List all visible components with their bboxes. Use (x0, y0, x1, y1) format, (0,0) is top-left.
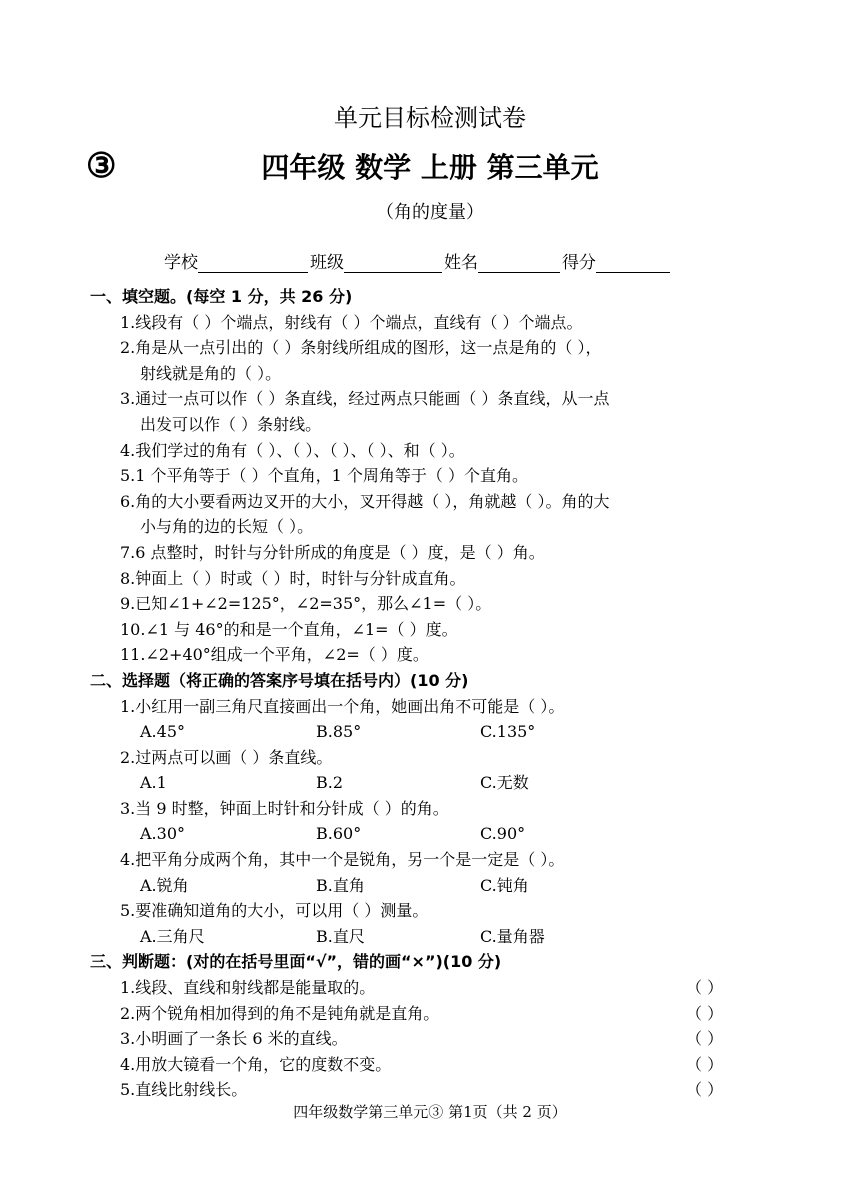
section-heading: 二、选择题（将正确的答案序号填在括号内）(10 分) (90, 670, 469, 690)
option-b: B.2 (316, 773, 344, 793)
name-label: 姓名 (444, 253, 478, 273)
choice-question: 2.过两点可以画（ ）条直线。 (120, 747, 333, 767)
judge-text: 4.用放大镜看一个角，它的度数不变。 (120, 1054, 392, 1074)
fill-line: 6.角的大小要看两边叉开的大小，叉开得越（ ），角就越（ ）。角的大 (120, 491, 610, 511)
score-field[interactable] (596, 254, 670, 273)
answer-paren[interactable]: （ ） (686, 1054, 724, 1074)
score-label: 得分 (562, 253, 596, 273)
option-a: A.45° (140, 722, 185, 742)
fill-line: 4.我们学过的角有（ ）、（ ）、（ ）、（ ）、和（ ）。 (120, 440, 465, 460)
section-heading: 一、填空题。(每空 1 分，共 26 分) (90, 287, 353, 306)
class-field[interactable] (344, 254, 442, 273)
option-a: A.30° (140, 824, 185, 844)
fill-line: 小与角的边的长短（ ）。 (140, 517, 314, 537)
option-b: B.直角 (316, 875, 365, 895)
choice-options (90, 924, 790, 950)
choice-options (90, 719, 790, 745)
answer-paren[interactable]: （ ） (686, 978, 724, 998)
page-footer: 四年级数学第三单元③ 第1页（共 2 页） (293, 1103, 567, 1121)
choice-question: 3.当 9 时整，钟面上时针和分针成（ ）的角。 (120, 798, 449, 818)
exam-topic: （角的度量） (376, 202, 484, 223)
judge-item (90, 1001, 790, 1027)
fill-line: 8.钟面上（ ）时或（ ）时，时针与分针成直角。 (120, 568, 466, 588)
judge-item (90, 1077, 790, 1103)
option-b: B.85° (316, 722, 362, 742)
fill-line: 出发可以作（ ）条射线。 (140, 414, 322, 434)
answer-paren[interactable]: （ ） (686, 1003, 724, 1023)
judge-item (90, 1052, 790, 1078)
section-heading: 三、判断题：(对的在括号里面“√”，错的画“×”)(10 分) (90, 952, 502, 972)
fill-line: 射线就是角的（ ）。 (140, 363, 282, 383)
answer-paren[interactable]: （ ） (686, 1029, 724, 1049)
option-b: B.直尺 (316, 926, 365, 946)
answer-paren[interactable]: （ ） (686, 1080, 724, 1100)
choice-question: 5.要准确知道角的大小，可以用（ ）测量。 (120, 901, 429, 921)
school-field[interactable] (198, 254, 308, 273)
judge-text: 1.线段、直线和射线都是能量取的。 (120, 978, 376, 998)
option-c: C.90° (480, 824, 526, 844)
judge-item (90, 1026, 790, 1052)
unit-number-badge: ③ (86, 146, 117, 186)
option-a: A.1 (140, 773, 167, 793)
choice-options (90, 873, 790, 899)
choice-question: 4.把平角分成两个角，其中一个是锐角，另一个是一定是（ ）。 (120, 850, 565, 870)
exam-subtitle: 四年级 数学 上册 第三单元 (261, 151, 599, 184)
choice-question: 1.小红用一副三角尺直接画出一个角，她画出角不可能是（ ）。 (120, 696, 565, 716)
student-info-row (164, 248, 672, 273)
exam-body (90, 284, 790, 1103)
judge-text: 2.两个锐角相加得到的角不是钝角就是直角。 (120, 1003, 440, 1023)
option-c: C.钝角 (480, 875, 529, 895)
class-label: 班级 (310, 253, 344, 273)
name-field[interactable] (478, 254, 560, 273)
judge-text: 5.直线比射线长。 (120, 1080, 248, 1100)
fill-line: 7.6 点整时，时针与分针所成的角度是（ ）度，是（ ）角。 (120, 542, 545, 562)
judge-item (90, 975, 790, 1001)
option-c: C.135° (480, 722, 536, 742)
fill-line: 1.线段有（ ）个端点，射线有（ ）个端点，直线有（ ）个端点。 (120, 312, 583, 332)
choice-options (90, 770, 790, 796)
fill-line: 10.∠1 与 46°的和是一个直角，∠1=（ ）度。 (120, 619, 458, 639)
fill-line: 5.1 个平角等于（ ）个直角，1 个周角等于（ ）个直角。 (120, 466, 528, 486)
option-c: C.无数 (480, 773, 529, 793)
choice-options (90, 821, 790, 847)
school-label: 学校 (164, 253, 198, 273)
option-a: A.三角尺 (140, 926, 205, 946)
fill-line: 9.已知∠1+∠2=125°，∠2=35°，那么∠1=（ ）。 (120, 594, 492, 614)
fill-line: 3.通过一点可以作（ ）条直线，经过两点只能画（ ）条直线，从一点 (120, 389, 610, 409)
option-a: A.锐角 (140, 875, 189, 895)
fill-line: 2.角是从一点引出的（ ）条射线所组成的图形，这一点是角的（ ）， (120, 338, 602, 358)
judge-text: 3.小明画了一条长 6 米的直线。 (120, 1029, 348, 1049)
option-c: C.量角器 (480, 926, 545, 946)
exam-title: 单元目标检测试卷 (334, 104, 526, 132)
fill-line: 11.∠2+40°组成一个平角，∠2=（ ）度。 (120, 645, 429, 665)
option-b: B.60° (316, 824, 362, 844)
